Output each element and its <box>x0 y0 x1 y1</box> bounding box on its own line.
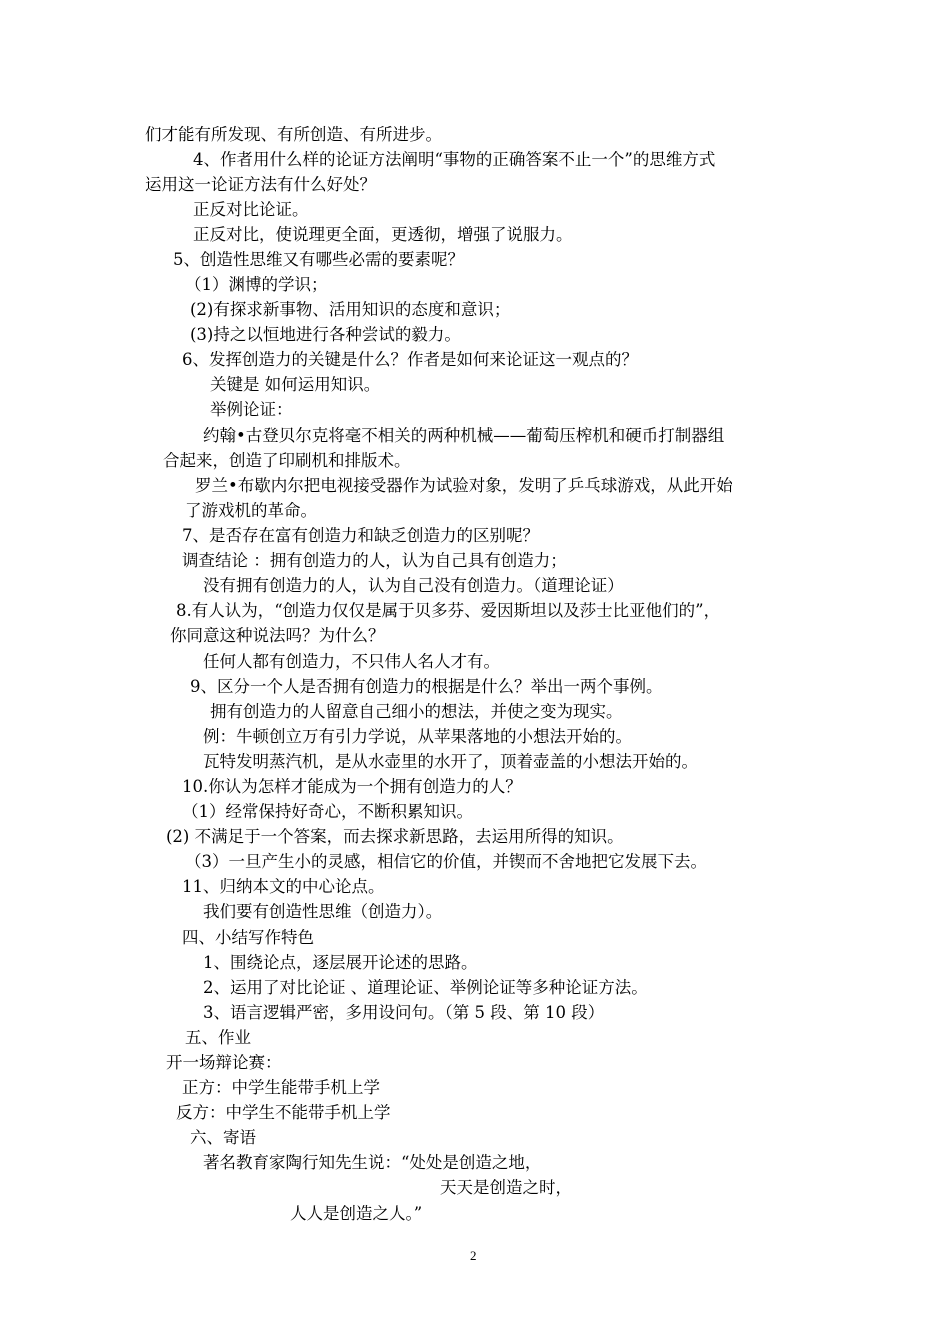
question-5: 5、创造性思维又有哪些必需的要素呢？ <box>173 250 464 269</box>
list-item: （3）一旦产生小的灵感，相信它的价值，并锲而不舍地把它发展下去。 <box>185 852 707 871</box>
question-6: 6、发挥创造力的关键是什么？作者是如何来论证这一观点的？ <box>182 350 638 369</box>
question-7: 7、是否存在富有创造力和缺乏创造力的区别呢？ <box>182 526 539 545</box>
text-line: 们才能有所发现、有所创造、有所进步。 <box>145 125 442 144</box>
list-item: 3、语言逻辑严密，多用设问句。（第 5 段、第 10 段） <box>203 1003 605 1022</box>
page-number: 2 <box>470 1248 477 1263</box>
example-line-1: 罗兰•布歇内尔把电视接受器作为试验对象，发明了乒乓球游戏，从此开始 <box>195 476 733 495</box>
example-line: 例：牛顿创立万有引力学说，从苹果落地的小想法开始的。 <box>203 727 632 746</box>
text-line: 反方：中学生不能带手机上学 <box>176 1103 391 1122</box>
answer-line: 正反对比，使说理更全面，更透彻，增强了说服力。 <box>193 225 573 244</box>
answer-line: 没有拥有创造力的人，认为自己没有创造力。（道理论证） <box>203 576 624 595</box>
question-11: 11、归纳本文的中心论点。 <box>182 877 385 896</box>
answer-line: 调查结论 ：拥有创造力的人，认为自己具有创造力； <box>182 551 567 570</box>
answer-line: 拥有创造力的人留意自己细小的想法，并使之变为现实。 <box>210 702 623 721</box>
list-item: (2)有探求新事物、活用知识的态度和意识； <box>190 300 511 319</box>
example-line-2: 合起来，创造了印刷机和排版术。 <box>163 451 411 470</box>
answer-line: 我们要有创造性思维（创造力）。 <box>203 902 443 921</box>
text-line: 开一场辩论赛： <box>166 1053 282 1072</box>
question-8-line-1: 8.有人认为，“创造力仅仅是属于贝多芬、爱因斯坦以及莎士比亚他们的”， <box>176 601 721 620</box>
answer-line: 正反对比论证。 <box>193 200 309 219</box>
list-item: （1）经常保持好奇心，不断积累知识。 <box>182 802 473 821</box>
quote-line: 天天是创造之时， <box>440 1178 572 1197</box>
question-4-line-2: 运用这一论证方法有什么好处？ <box>145 175 376 194</box>
list-item: (2) 不满足于一个答案，而去探求新思路，去运用所得的知识。 <box>166 827 624 846</box>
example-line-1: 约翰•古登贝尔克将毫不相关的两种机械——葡萄压榨机和硬币打制器组 <box>203 426 725 445</box>
answer-line: 举例论证： <box>210 400 293 419</box>
list-item: 1、围绕论点，逐层展开论述的思路。 <box>203 953 478 972</box>
quote-line: 著名教育家陶行知先生说：“处处是创造之地， <box>203 1153 542 1172</box>
question-8-line-2: 你同意这种说法吗？为什么？ <box>170 626 385 645</box>
list-item: (3)持之以恒地进行各种尝试的毅力。 <box>190 325 461 344</box>
question-9: 9、区分一个人是否拥有创造力的根据是什么？举出一两个事例。 <box>190 677 663 696</box>
example-line: 瓦特发明蒸汽机，是从水壶里的水开了，顶着壶盖的小想法开始的。 <box>203 752 698 771</box>
answer-line: 任何人都有创造力，不只伟人名人才有。 <box>203 652 500 671</box>
question-4-line-1: 4、作者用什么样的论证方法阐明“事物的正确答案不止一个”的思维方式 <box>193 150 716 169</box>
quote-line: 人人是创造之人。” <box>290 1204 423 1223</box>
example-line-2: 了游戏机的革命。 <box>185 501 317 520</box>
section-heading: 六、寄语 <box>190 1128 256 1147</box>
answer-line: 关键是 如何运用知识。 <box>210 375 381 394</box>
section-heading: 四、小结写作特色 <box>182 928 314 947</box>
list-item: （1）渊博的学识； <box>185 275 328 294</box>
text-line: 正方：中学生能带手机上学 <box>182 1078 380 1097</box>
section-heading: 五、作业 <box>185 1028 251 1047</box>
question-10: 10.你认为怎样才能成为一个拥有创造力的人？ <box>182 777 522 796</box>
list-item: 2、运用了对比论证 、道理论证、举例论证等多种论证方法。 <box>203 978 648 997</box>
